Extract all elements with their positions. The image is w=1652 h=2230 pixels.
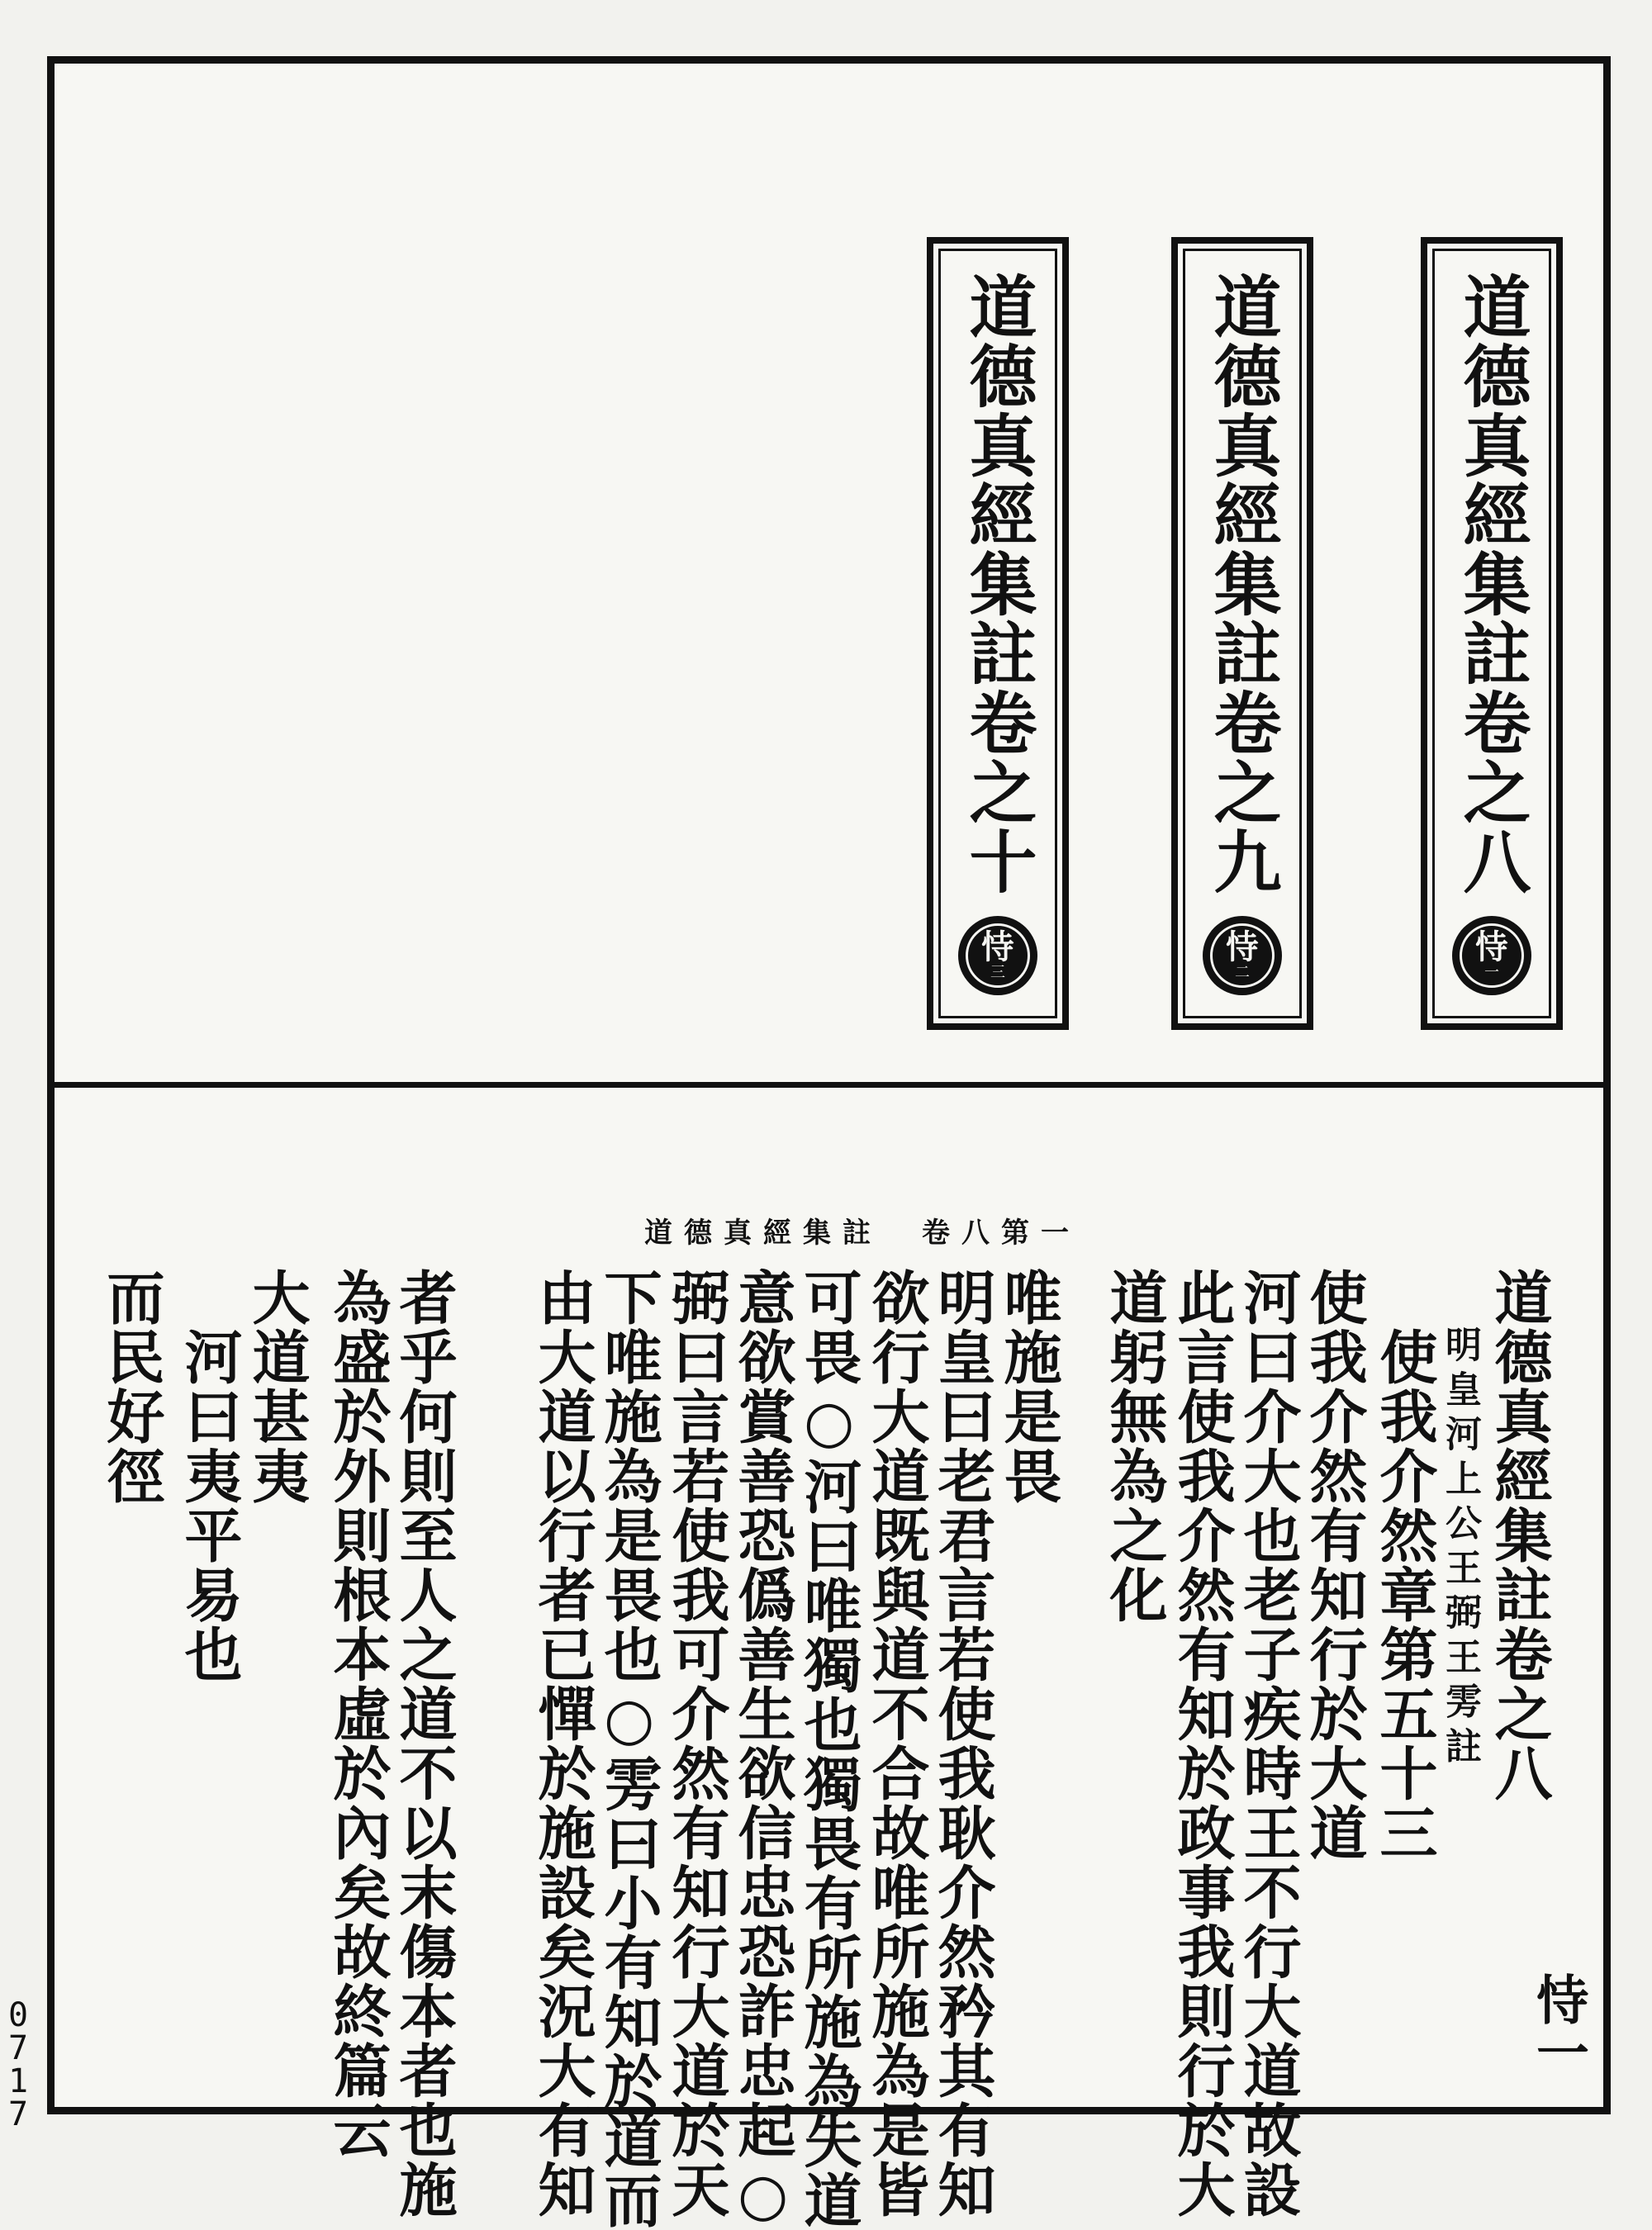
title-slip-9 [1171,237,1313,1030]
title-slip-10 [927,237,1069,1030]
text-column: 可畏○河曰唯獨也獨畏有所施為失道 [795,1268,863,2230]
text-column: 明皇河上公王弼王雱註 [1439,1326,1481,1772]
seal-character: 恃 [1226,928,1259,966]
title-slip-8 [1421,237,1563,1030]
slip-title: 道德真經集註卷之十 [958,272,1037,896]
text-column: 道躬無為之化 [1100,1268,1169,1625]
text-column: 河曰介大也老子疾時王不行大道故設 [1234,1268,1303,2219]
text-column: 為盛於外則根本虛於內矣故終篇云 [324,1268,392,2160]
text-column: 使我介然章第五十三 [1370,1268,1439,1862]
text-column: 唯施是畏 [995,1268,1063,1506]
text-column: 下唯施為是畏也○雱曰小有知於道而 [595,1268,663,2230]
text-column: 使我介然有知行於大道 [1300,1268,1369,1862]
seal-number: 二 [1235,964,1250,981]
text-column: 此言使我介然有知於政事我則行於大 [1168,1268,1237,2219]
seal-character: 恃 [981,928,1014,966]
text-column: 者乎何則至人之道不以末傷本者也施 [390,1268,458,2219]
text-column: 河曰夷平易也 [175,1268,244,1684]
text-column: 而民好徑 [97,1268,166,1506]
slip-title: 道德真經集註卷之八 [1452,272,1531,896]
slip-title: 道德真經集註卷之九 [1203,272,1282,896]
text-column: 意欲賞善恐僞善生欲信忠恐詐忠起○ [729,1268,797,2230]
text-column: 弼曰言若使我可介然有知行大道於天 [662,1268,731,2219]
seal-icon [1203,916,1282,995]
text-column: 欲行大道既與道不合故唯所施為是皆 [862,1268,931,2219]
text-column: 大道甚夷 [243,1268,311,1506]
text-column: 由大道以行者已憚於施設矣況大有知 [529,1268,597,2219]
seal-icon [1452,916,1531,995]
running-header: 道德真經集註 卷八第一 [644,1217,1080,1250]
seal-number: 一 [1484,964,1499,981]
text-column: 明皇曰老君言若使我耿介然矜其有知 [928,1268,997,2219]
seal-icon [958,916,1037,995]
text-column: 道德真經集註卷之八 [1485,1268,1554,1803]
side-page-number: 0717 [7,1996,29,2133]
page-divider [47,1082,1611,1088]
text-block [0,1268,1652,2230]
page-label: 恃一 [1527,1972,1589,2078]
seal-number: 三 [990,964,1005,981]
seal-character: 恃 [1475,928,1508,966]
